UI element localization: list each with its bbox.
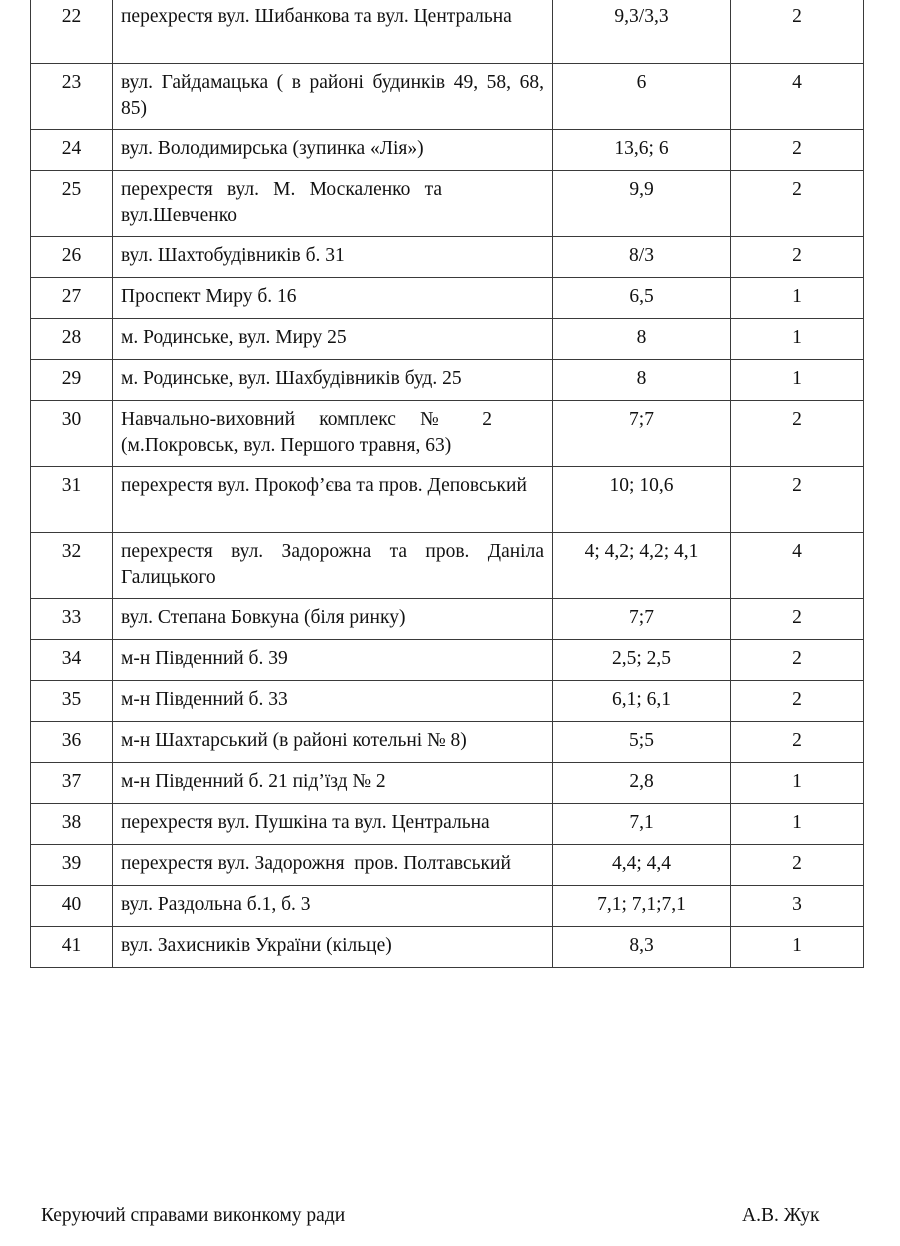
row-values: 9,9	[553, 171, 731, 237]
row-number: 36	[31, 722, 113, 763]
row-number: 33	[31, 599, 113, 640]
row-location: перехрестя вул. Прокоф’єва та пров. Деповський	[113, 467, 553, 533]
row-location: перехрестя вул. Пушкіна та вул. Центральна	[113, 804, 553, 845]
table-row	[31, 599, 864, 640]
row-location: перехрестя вул. Задорожна та пров. Даніла Галицького	[113, 533, 553, 599]
row-count: 4	[731, 533, 864, 599]
locations-table	[30, 0, 864, 968]
row-values: 10; 10,6	[553, 467, 731, 533]
row-location: Проспект Миру б. 16	[113, 278, 553, 319]
row-number: 31	[31, 467, 113, 533]
row-number: 26	[31, 237, 113, 278]
table-row	[31, 804, 864, 845]
row-location: м-н Південний б. 21 під’їзд № 2	[113, 763, 553, 804]
row-count: 2	[731, 640, 864, 681]
row-count: 1	[731, 763, 864, 804]
row-location: вул. Шахтобудівників б. 31	[113, 237, 553, 278]
row-count: 2	[731, 0, 864, 64]
row-location: перехрестя вул. Шибанкова та вул. Центральна	[113, 0, 553, 64]
table-row	[31, 237, 864, 278]
row-count: 1	[731, 360, 864, 401]
row-number: 37	[31, 763, 113, 804]
row-values: 6,1; 6,1	[553, 681, 731, 722]
table-row	[31, 171, 864, 237]
row-location: вул. Раздольна б.1, б. 3	[113, 886, 553, 927]
table-row	[31, 319, 864, 360]
table-body	[31, 0, 864, 968]
row-number: 32	[31, 533, 113, 599]
row-count: 1	[731, 319, 864, 360]
row-values: 6	[553, 64, 731, 130]
row-values: 2,5; 2,5	[553, 640, 731, 681]
row-location: м-н Шахтарський (в районі котельні № 8)	[113, 722, 553, 763]
row-count: 2	[731, 681, 864, 722]
row-values: 7;7	[553, 401, 731, 467]
row-count: 2	[731, 722, 864, 763]
row-count: 3	[731, 886, 864, 927]
row-number: 38	[31, 804, 113, 845]
row-count: 2	[731, 845, 864, 886]
table-row	[31, 130, 864, 171]
row-count: 2	[731, 130, 864, 171]
table-row	[31, 64, 864, 130]
row-location: вул. Гайдамацька ( в районі будинків 49, 58, 68, 85)	[113, 64, 553, 130]
signature-position: Керуючий справами виконкому ради	[41, 1205, 346, 1226]
row-count: 1	[731, 804, 864, 845]
row-number: 30	[31, 401, 113, 467]
row-location: перехрестя вул. Задорожня пров. Полтавський	[113, 845, 553, 886]
row-count: 1	[731, 927, 864, 968]
row-location: м-н Південний б. 39	[113, 640, 553, 681]
row-values: 13,6; 6	[553, 130, 731, 171]
row-values: 8	[553, 360, 731, 401]
table-row	[31, 533, 864, 599]
row-values: 5;5	[553, 722, 731, 763]
row-values: 8	[553, 319, 731, 360]
row-count: 4	[731, 64, 864, 130]
row-values: 9,3/3,3	[553, 0, 731, 64]
row-values: 4,4; 4,4	[553, 845, 731, 886]
row-location: м-н Південний б. 33	[113, 681, 553, 722]
row-count: 2	[731, 237, 864, 278]
row-number: 41	[31, 927, 113, 968]
row-number: 25	[31, 171, 113, 237]
row-number: 39	[31, 845, 113, 886]
row-values: 8,3	[553, 927, 731, 968]
row-number: 24	[31, 130, 113, 171]
row-location: м. Родинське, вул. Шахбудівників буд. 25	[113, 360, 553, 401]
row-number: 34	[31, 640, 113, 681]
row-location: м. Родинське, вул. Миру 25	[113, 319, 553, 360]
row-location: перехрестя вул. М. Москаленко та вул.Шевченко	[113, 171, 553, 237]
row-values: 6,5	[553, 278, 731, 319]
row-values: 4; 4,2; 4,2; 4,1	[553, 533, 731, 599]
table-row	[31, 640, 864, 681]
row-count: 2	[731, 599, 864, 640]
row-count: 2	[731, 171, 864, 237]
row-location: вул. Володимирська (зупинка «Лія»)	[113, 130, 553, 171]
table-row	[31, 0, 864, 64]
row-count: 2	[731, 467, 864, 533]
row-number: 40	[31, 886, 113, 927]
table-row	[31, 681, 864, 722]
table-row	[31, 886, 864, 927]
row-values: 7;7	[553, 599, 731, 640]
table-row	[31, 763, 864, 804]
row-values: 2,8	[553, 763, 731, 804]
row-values: 7,1	[553, 804, 731, 845]
table-row	[31, 467, 864, 533]
row-count: 1	[731, 278, 864, 319]
table-row	[31, 927, 864, 968]
table-row	[31, 360, 864, 401]
table-row	[31, 722, 864, 763]
row-location: вул. Захисників України (кільце)	[113, 927, 553, 968]
row-location: Навчально-виховний комплекс № 2 (м.Покровськ, вул. Першого травня, 63)	[113, 401, 553, 467]
row-number: 22	[31, 0, 113, 64]
table-row	[31, 278, 864, 319]
row-location: вул. Степана Бовкуна (біля ринку)	[113, 599, 553, 640]
row-count: 2	[731, 401, 864, 467]
row-number: 35	[31, 681, 113, 722]
row-number: 27	[31, 278, 113, 319]
row-number: 29	[31, 360, 113, 401]
row-values: 8/3	[553, 237, 731, 278]
row-number: 23	[31, 64, 113, 130]
table-row	[31, 845, 864, 886]
signatory-name: А.В. Жук	[742, 1205, 820, 1226]
table-row	[31, 401, 864, 467]
row-number: 28	[31, 319, 113, 360]
row-values: 7,1; 7,1;7,1	[553, 886, 731, 927]
